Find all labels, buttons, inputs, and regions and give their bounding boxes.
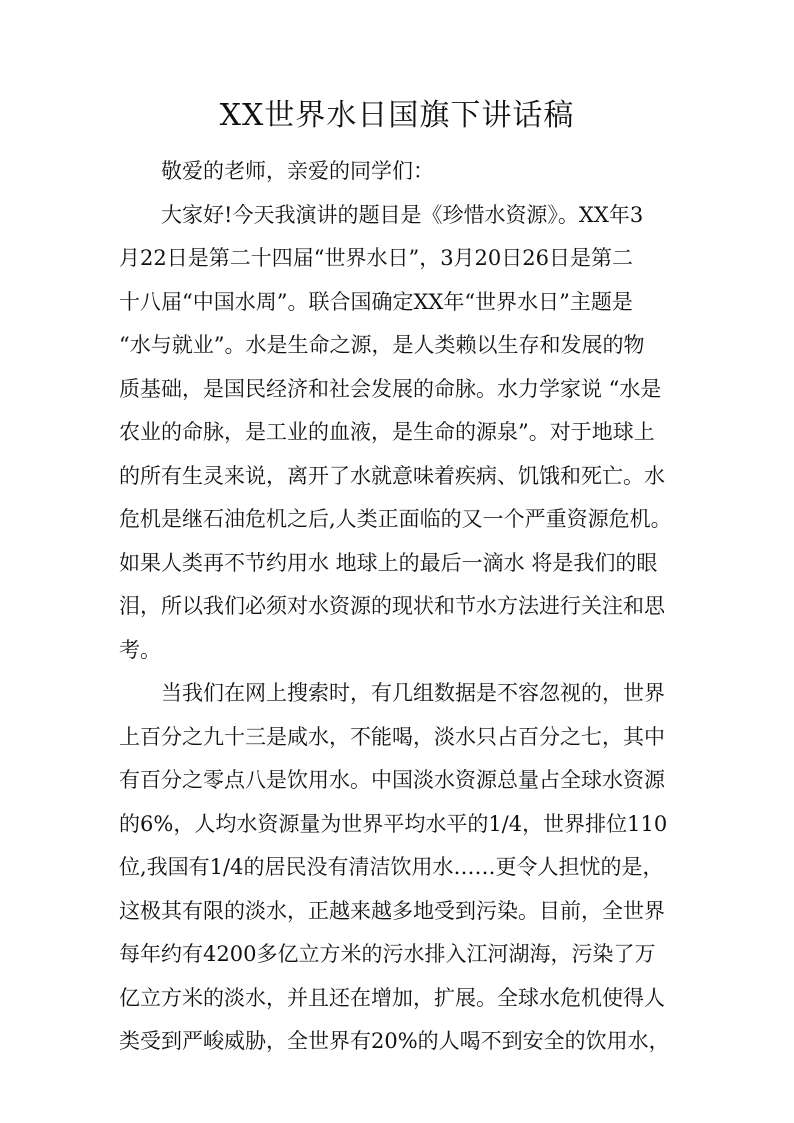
text-line: 大家好!今天我演讲的题目是《珍惜水资源》。XX年3 <box>161 202 644 227</box>
page-title: XX世界水日国旗下讲话稿 <box>219 98 575 133</box>
speech-body <box>119 150 679 1064</box>
text-line: 的所有生灵来说，离开了水就意味着疾病、饥饿和死亡。水 <box>119 463 665 488</box>
text-line: 位,我国有1/4的居民没有清洁饮用水……更令人担忧的是， <box>119 855 664 879</box>
text-line: 考。 <box>119 637 161 662</box>
text-line: 质基础，是国民经济和社会发展的命脉。水力学家说 “水是 <box>119 376 662 401</box>
text-line: 十八届“中国水周”。联合国确定XX年“世界水日”主题是 <box>119 289 633 314</box>
text-line: 敬爱的老师，亲爱的同学们： <box>161 159 434 183</box>
text-line: 泪，所以我们必须对水资源的现状和节水方法进行关注和思 <box>119 594 665 618</box>
text-line: 每年约有4200多亿立方米的污水排入江河湖海，污染了万 <box>119 942 656 966</box>
text-line: 上百分之九十三是咸水，不能喝，淡水只占百分之七，其中 <box>119 724 665 749</box>
text-line: 危机是继石油危机之后,人类正面临的又一个严重资源危机。 <box>119 507 672 531</box>
text-line: 月22日是第二十四届“世界水日”，3月20日26日是第二 <box>119 246 633 270</box>
text-line: 亿立方米的淡水，并且还在增加，扩展。全球水危机使得人 <box>119 985 665 1010</box>
text-line: “水与就业”。水是生命之源，是人类赖以生存和发展的物 <box>119 333 645 357</box>
text-line: 当我们在网上搜索时，有几组数据是不容忽视的，世界 <box>161 681 665 705</box>
text-line: 有百分之零点八是饮用水。中国淡水资源总量占全球水资源 <box>119 768 665 792</box>
text-line: 的6%，人均水资源量为世界平均水平的1/4，世界排位110 <box>119 811 668 836</box>
text-line: 农业的命脉，是工业的血液，是生命的源泉”。对于地球上 <box>119 420 655 444</box>
text-line: 类受到严峻威胁，全世界有20%的人喝不到安全的饮用水， <box>119 1029 670 1053</box>
text-line: 这极其有限的淡水，正越来越多地受到污染。目前，全世界 <box>119 898 665 923</box>
text-line: 如果人类再不节约用水 地球上的最后一滴水 将是我们的眼 <box>119 550 658 575</box>
